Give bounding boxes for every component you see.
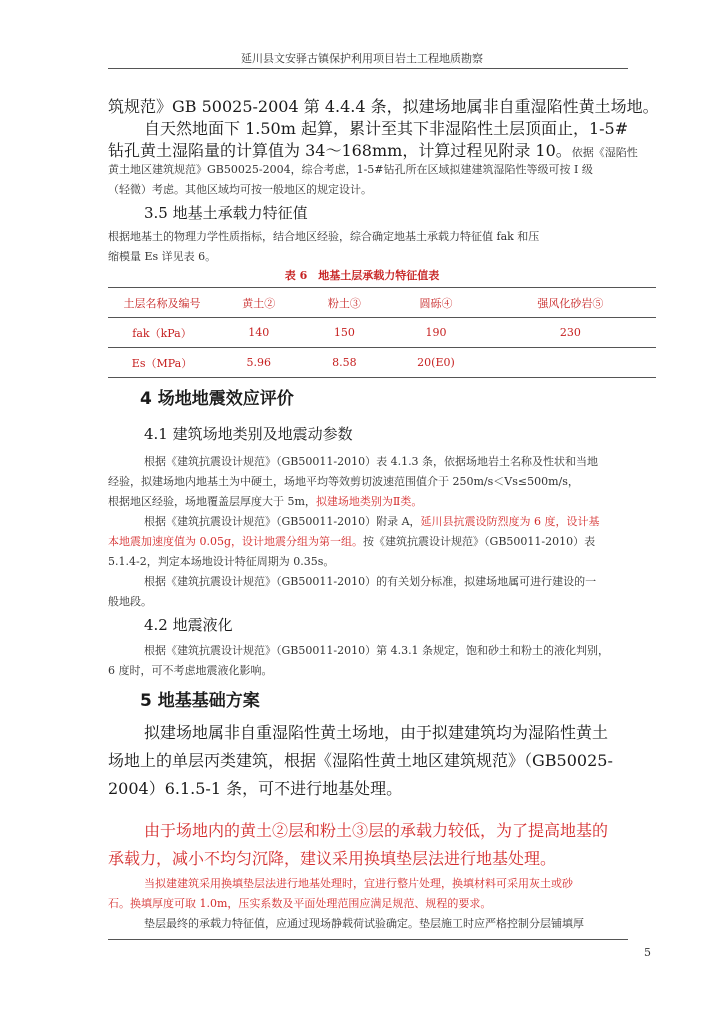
table-row — [108, 348, 656, 378]
section-heading-4-1: 4.1 建筑场地类别及地震动参数 — [144, 425, 353, 443]
page-number: 5 — [644, 946, 651, 959]
page-header-title: 延川县文安驿古镇保护利用项目岩土工程地质勘察 — [241, 52, 483, 65]
paragraph-line: 由于场地内的黄土②层和粉土③层的承载力较低，为了提高地基的 — [144, 821, 609, 840]
table-header-row — [108, 288, 656, 318]
paragraph-line: 般地段。 — [108, 595, 152, 608]
paragraph-line: 场地上的单层丙类建筑，根据《湿陷性黄土地区建筑规范》（GB50025- — [108, 751, 613, 770]
paragraph-line: （轻微）考虑。其他区域均可按一般地区的规定设计。 — [108, 183, 372, 196]
footer-rule — [108, 939, 628, 940]
table-row — [108, 318, 656, 348]
paragraph-line: 根据《建筑抗震设计规范》（GB50011-2010）第 4.3.1 条规定，饱和砂土和粉土的液化判别， — [144, 644, 610, 657]
paragraph-line: 本地震加速度值为 0.05g，设计地震分组为第一组。按《建筑抗震设计规范》（GB50011-2010）表 — [108, 535, 596, 548]
paragraph-line: 根据《建筑抗震设计规范》（GB50011-2010）附录 A，延川县抗震设防烈度为 6 度，设计基 — [144, 515, 600, 528]
table-header-cell: 土层名称及编号 — [108, 288, 216, 318]
paragraph-line: 根据地基土的物理力学性质指标，结合地区经验，综合确定地基土承载力特征值 fak 和压 — [108, 230, 540, 243]
table-header-cell: 强风化砂岩⑤ — [485, 288, 656, 318]
paragraph-line: 黄土地区建筑规范》GB50025-2004，综合考虑，1-5#钻孔所在区域拟建建筑湿陷性等级可按 I 级 — [108, 163, 593, 176]
paragraph-line: 当拟建建筑采用换填垫层法进行地基处理时，宜进行整片处理，换填材料可采用灰土或砂 — [144, 877, 573, 890]
paragraph-line: 钻孔黄土湿陷量的计算值为 34～168mm，计算过程见附录 10。依据《湿陷性 — [108, 141, 638, 160]
paragraph-line: 根据《建筑抗震设计规范》（GB50011-2010）的有关划分标准，拟建场地属可进行建设的一 — [144, 575, 597, 588]
section-heading-3-5: 3.5 地基土承载力特征值 — [144, 204, 308, 222]
section-heading-4: 4 场地地震效应评价 — [140, 389, 294, 409]
bearing-capacity-table — [108, 287, 656, 378]
paragraph-line: 5.1.4-2，判定本场地设计特征周期为 0.35s。 — [108, 555, 335, 568]
paragraph-line: 根据《建筑抗震设计规范》（GB50011-2010）表 4.1.3 条，依据场地岩土名称及性状和当地 — [144, 455, 599, 468]
paragraph-line: 承载力，减小不均匀沉降，建议采用换填垫层法进行地基处理。 — [108, 849, 557, 868]
table-header-cell: 黄土② — [216, 288, 302, 318]
paragraph-line: 根据地区经验，场地覆盖层厚度大于 5m，拟建场地类别为Ⅱ类。 — [108, 495, 423, 508]
table-cell — [485, 348, 656, 378]
paragraph-line: 2004）6.1.5-1 条，可不进行地基处理。 — [108, 779, 403, 798]
header-rule — [108, 68, 628, 69]
section-heading-4-2: 4.2 地震液化 — [144, 616, 233, 634]
paragraph-line: 自天然地面下 1.50m 起算，累计至其下非湿陷性土层顶面止，1-5# — [144, 119, 629, 138]
table-cell: 230 — [485, 318, 656, 348]
paragraph-line: 经验，拟建场地内地基土为中硬土，场地平均等效剪切波速范围值介于 250m/s＜Vs≤500m/s， — [108, 475, 579, 488]
table-cell: Es（MPa） — [108, 348, 216, 378]
table-cell: fak（kPa） — [108, 318, 216, 348]
paragraph-line: 拟建场地属非自重湿陷性黄土场地，由于拟建建筑均为湿陷性黄土 — [144, 723, 609, 742]
paragraph-line: 垫层最终的承载力特征值，应通过现场静载荷试验确定。垫层施工时应严格控制分层铺填厚 — [144, 917, 584, 930]
paragraph-line: 6 度时，可不考虑地震液化影响。 — [108, 664, 273, 677]
paragraph-line: 筑规范》GB 50025-2004 第 4.4.4 条，拟建场地属非自重湿陷性黄土场地。 — [108, 97, 659, 116]
table-cell: 190 — [387, 318, 485, 348]
table-cell: 20(E0) — [387, 348, 485, 378]
section-heading-5: 5 地基基础方案 — [140, 691, 260, 711]
paragraph-line: 石。换填厚度可取 1.0m，压实系数及平面处理范围应满足规范、规程的要求。 — [108, 897, 492, 910]
table-cell: 8.58 — [302, 348, 388, 378]
table-cell: 5.96 — [216, 348, 302, 378]
table-caption: 表 6 地基土层承载力特征值表 — [284, 269, 440, 282]
paragraph-line: 缩模量 Es 详见表 6。 — [108, 250, 217, 263]
table-cell: 150 — [302, 318, 388, 348]
table-header-cell: 圆砾④ — [387, 288, 485, 318]
table-header-cell: 粉土③ — [302, 288, 388, 318]
table-cell: 140 — [216, 318, 302, 348]
